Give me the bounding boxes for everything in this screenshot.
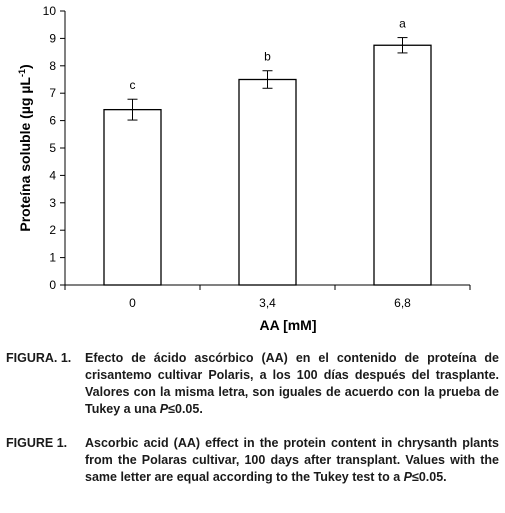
y-tick-label: 2 <box>49 223 56 238</box>
y-tick-label: 3 <box>49 195 56 210</box>
y-axis-label-superscript: -1 <box>17 69 27 78</box>
significance-letter: b <box>264 49 271 64</box>
y-tick-label: 7 <box>49 86 56 101</box>
caption-english-text: Ascorbic acid (AA) effect in the protein content in chrysanth plants from the Polaras cultivar, 100 days after transplant. Values with the same letter are equal according to the Tukey test to a P≤0.05. <box>85 436 499 484</box>
bar <box>104 110 161 285</box>
y-tick-label: 8 <box>49 58 56 73</box>
y-axis-label-main: Proteína soluble (µg µL <box>17 77 33 232</box>
bar <box>374 45 431 285</box>
y-tick-label: 4 <box>49 168 56 183</box>
y-axis-label <box>17 64 33 231</box>
caption-spanish-label: FIGURA. 1. <box>6 351 72 365</box>
significance-letter: c <box>129 78 136 93</box>
caption-english-label: FIGURE 1. <box>6 436 68 450</box>
y-tick-label: 0 <box>49 278 56 292</box>
x-axis-tick-labels <box>129 296 411 310</box>
y-tick-label: 9 <box>49 31 56 46</box>
caption-spanish-text: Efecto de ácido ascórbico (AA) en el contenido de proteína de crisantemo cultivar Polaris, a los 100 días después del trasplante. Valores con la misma letra, son iguales de acuerdo con la prueba de Tukey a una P≤0.05. <box>85 351 499 416</box>
bar <box>239 80 296 286</box>
y-tick-label: 10 <box>42 4 56 18</box>
y-tick-label: 5 <box>49 141 56 155</box>
x-tick-label: 6,8 <box>394 296 411 310</box>
x-axis-label: AA [mM] <box>259 317 317 333</box>
x-tick-label: 3,4 <box>259 296 276 310</box>
y-axis-label-end: ) <box>17 64 33 70</box>
y-tick-label: 1 <box>49 250 56 265</box>
caption-english <box>6 435 499 486</box>
y-axis-tick-labels <box>43 4 57 292</box>
y-tick-label: 6 <box>49 113 56 128</box>
x-tick-label: 0 <box>129 296 136 310</box>
significance-letter: a <box>399 16 406 31</box>
caption-spanish <box>6 350 499 418</box>
